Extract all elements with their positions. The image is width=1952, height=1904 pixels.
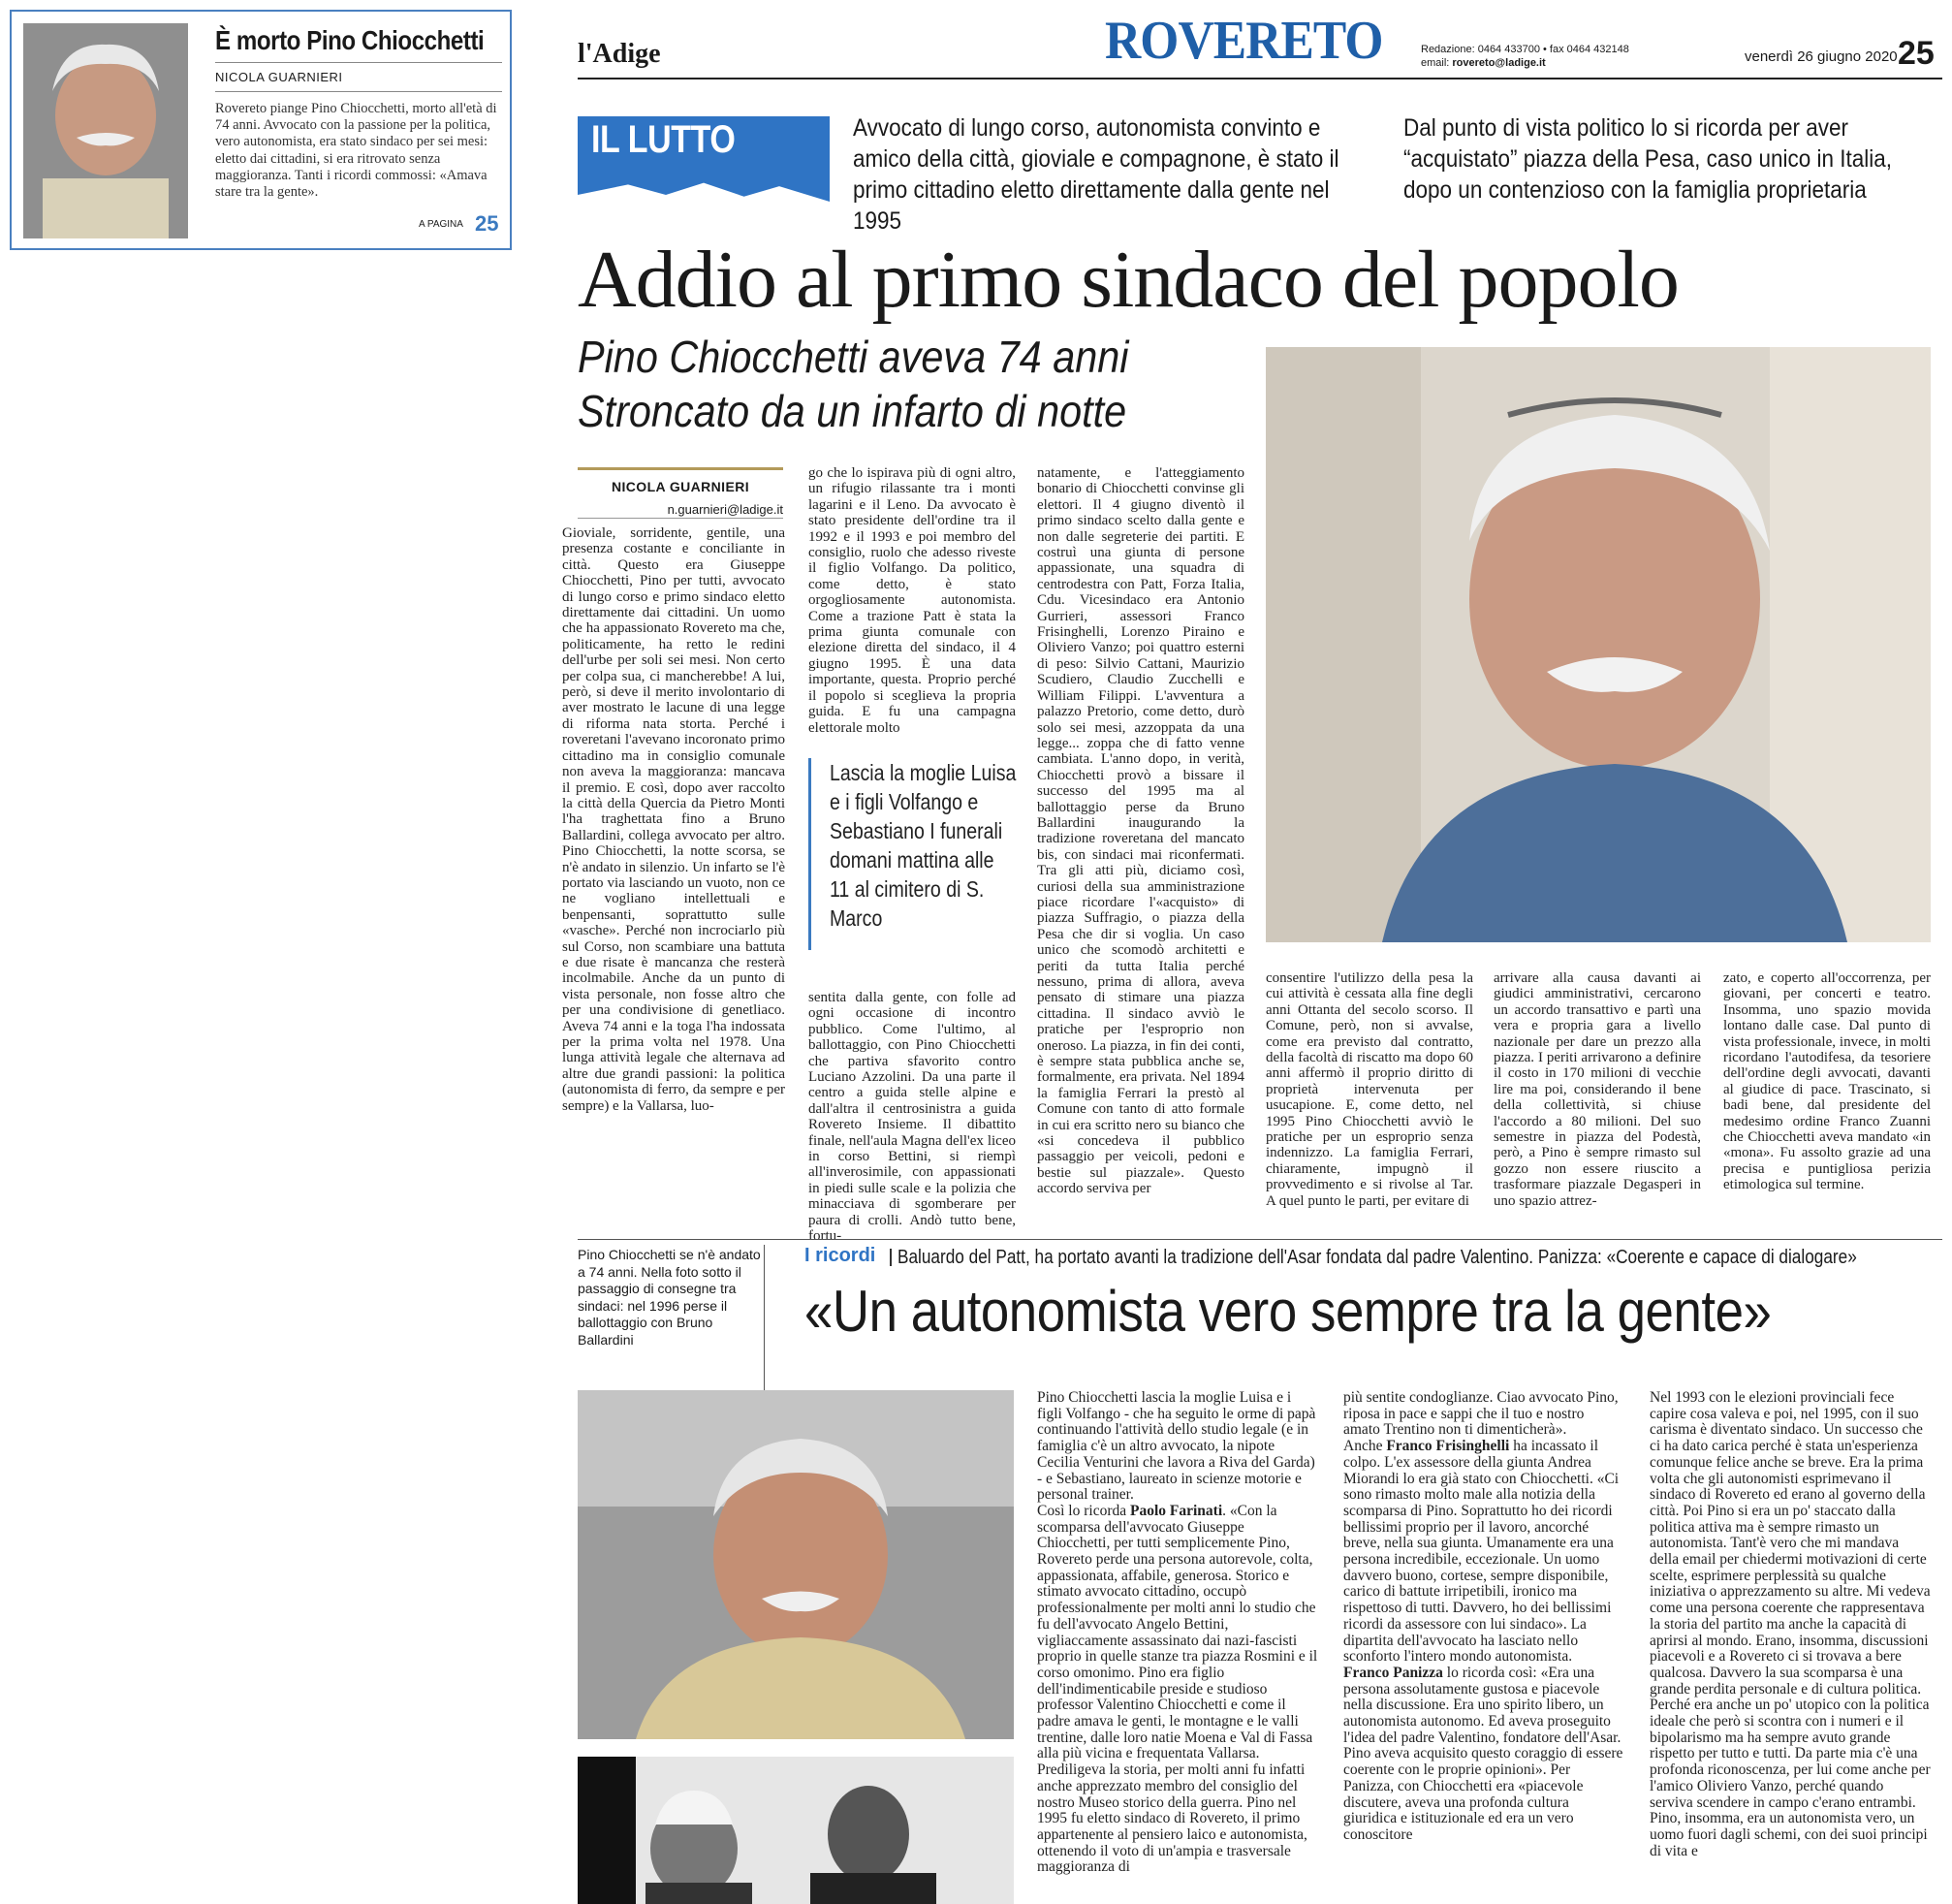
kicker-label: IL LUTTO <box>591 118 736 161</box>
section-divider <box>578 1239 1942 1240</box>
byline-divider <box>578 518 783 519</box>
article-column: zato, e coperto all'occorrenza, per giovani, per concerti e teatro. Insomma, uno spazio movida lontano dalle case. Dal punto di vista professionale, invece, in molti ricordano l'autodifesa, da tesoriere dell'ordine degli avvocati, davanti al giudice di pace. Trascinato, si badi bene, dal presidente del medesimo ordine Franco Zuanni che Chiocchetti aveva mandato «in «mona». Fu assolto grazie ad una precisa e puntigliosa perizia etimologica sul termine. <box>1723 970 1931 1193</box>
portrait-photo <box>578 1390 1014 1739</box>
teaser-divider <box>215 91 502 92</box>
byline-email[interactable]: n.guarnieri@ladige.it <box>667 502 783 517</box>
teaser-photo <box>23 23 188 238</box>
photo-caption: Pino Chiocchetti se n'è andato a 74 anni. Nella foto sotto il passaggio di consegne tra sindaci: nel 1996 perse il ballottaggio con Bruno Ballardini <box>578 1247 761 1348</box>
teaser-body: Rovereto piange Pino Chiocchetti, morto all'età di 74 anni. Avvocato con la passione per la politica, vero autonomista, era stato sindaco per sei mesi: eletto dai cittadini, si era ritrovato senza maggioranza. Tanti i ricordi commossi: «Amava stare tra la gente». <box>215 101 497 201</box>
teaser-box[interactable] <box>10 10 512 250</box>
contact-email-link[interactable]: rovereto@ladige.it <box>1452 57 1546 69</box>
paragraph: . «Con la scomparsa dell'avvocato Giuseppe Chiocchetti, per tutti semplicemente Pino, Rovereto perde una persona autorevole, colta, appassionata, affabile, generosa. Storico e stimato avvocato cittadino, occupò professionalmente per molti anni lo studio che fu dell'avvocato Angelo Bettini, vigliaccamente assassinato dai nazi-fascisti proprio in quelle stanze tra piazza Rosmini e il corso omonimo. Pino era figlio dell'indimenticabile preside e studioso professor Valentino Chiocchetti e come il padre amava le genti, le montagne e le valli trentine, dalle loro natie Moena e Val di Fassa alla più vicina e frequentata Vallarsa. Prediligeva la storia, per molti anni fu infatti anche apprezzato membro del consiglio del nostro Museo storico della guerra. Pino nel 1995 fu eletto sindaco di Rovereto, il primo appartenente al pensiero laico e autonomista, ottenendo il voto di un'ampia e trasversale maggioranza di <box>1037 1502 1318 1876</box>
story-label: I ricordi <box>804 1245 876 1266</box>
paragraph-intro: Così lo ricorda <box>1037 1502 1127 1519</box>
page-number: 25 <box>1898 35 1935 72</box>
teaser-divider <box>215 62 502 63</box>
paragraph: più sentite condoglianze. Ciao avvocato Pino, riposa in pace e sappi che il tuo e nostro amato Trentino non ti dimenticherà». <box>1343 1389 1619 1439</box>
label-separator <box>890 1249 892 1266</box>
second-headline: «Un autonomista vero sempre tra la gente» <box>804 1279 1772 1344</box>
contact-email-label: email: <box>1421 57 1450 69</box>
article-column: arrivare alla causa davanti ai giudici amministrativi, cercarono un accordo transattivo e partì una vera e propria gara a livello nazionale per dare un prezzo alla piazza. I periti arrivarono a definire il costo in 170 milioni di vecchie lire ma poi, considerando il bene della collettività, si chiuse l'accordo a 80 milioni. Del suo semestre in piazza del Podestà, però, a Pino è sempre rimasto sul gozzo non essere riuscito a trasformare piazzale Degasperi in uno spazio attrez- <box>1494 970 1701 1209</box>
caption-divider <box>764 1245 765 1390</box>
pull-quote-bar <box>808 758 811 950</box>
handover-photo <box>578 1757 1014 1904</box>
issue-date: venerdì 26 giugno 2020 <box>1745 48 1898 65</box>
paragraph: lo ricorda così: «Era una persona assolutamente gustosa e piacevole nella discussione. Era uno spirito libero, un autonomista autonomo. Ed aveva proseguito l'idea del padre Valentino, fondatore dell'Asar. Pino aveva acquisito questo coraggio di essere coerente con le proprie opinioni». Per Panizza, con Chiocchetti era «piacevole discutere, aveva una profonda cultura giuridica e istituzionale ed era un vero conoscitore <box>1343 1664 1623 1843</box>
section-title: ROVERETO <box>1105 11 1383 71</box>
article-column: natamente, e l'atteggiamento bonario di Chiocchetti convinse gli elettori. Il 4 giugno diventò il primo sindaco scelto dalla gente e non dalle segreterie dei partiti. E costruì una giunta di persone appassionate, una squadra di centrodestra con Patt, Forza Italia, Cdu. Vicesindaco era Antonio Gurrieri, assessori Franco Frisinghelli, Lorenzo Piraino e Oliviero Vanzo; poi quattro esterni di peso: Silvio Cattani, Maurizio Scudiero, Claudio Zucchelli e William Filippi. L'avventura a palazzo Pretorio, come detto, durò solo sei mesi, azzoppata da una legge... zoppa che di fatto venne cambiata. L'anno dopo, in verità, Chiocchetti provò a bissare il successo del 1995 ma al ballottaggio perse da Bruno Ballardini inaugurando la tradizione roveretana del mancato bis, con sindaci mai riconfermati. Tra gli atti più, diciamo così, curiosi della sua amministrazione piace ricordare l'«acquisto» di piazza Suffragio, o piazza della Pesa che dir si voglia. Un caso unico che scomodò architetti e periti da tutta Italia perché nessuno, prima di allora, aveva pensato di stimare una piazza cittadina. Il sindaco avviò le pratiche per l'esproprio non oneroso. La piazza, in fin dei conti, è sempre stata pubblica anche se, formalmente, era privata. Nel 1894 la famiglia Ferrari la prestò al Comune con tanto di atto formale in cui era scritto nero su bianco che «si concedeva il pubblico passaggio per veicoli, pedoni e bestie sul piazzale». Questo accordo serviva per <box>1037 465 1244 1197</box>
byline-author: NICOLA GUARNIERI <box>612 479 749 494</box>
quoted-name: Franco Panizza <box>1343 1664 1443 1681</box>
newspaper-brand: l'Adige <box>578 39 661 69</box>
quoted-name: Franco Frisinghelli <box>1386 1438 1510 1455</box>
contact-phone-line: Redazione: 0464 433700 • fax 0464 432148 <box>1421 44 1629 55</box>
teaser-page-ref-number[interactable]: 25 <box>475 211 499 236</box>
deck-right: Dal punto di vista politico lo si ricorda per aver “acquistato” piazza della Pesa, caso unico in Italia, dopo un contenzioso con la famiglia proprietaria <box>1403 114 1893 204</box>
story-kicker: Baluardo del Patt, ha portato avanti la tradizione dell'Asar fondata dal padre Valentino. Panizza: «Coerente e capace di dialogare» <box>897 1247 1857 1268</box>
paragraph: ha incassato il colpo. L'ex assessore della giunta Andrea Miorandi lo era già stato con Chiocchetti. «Ci sono rimasto molto male alla notizia della scomparsa di Pino. Soprattutto ho dei ricordi bellissimi proprio per il lavoro, ancorché breve, nella sua giunta. Umanamente era una persona incredibile, eccezionale. Un uomo davvero buono, cortese, sempre disponibile, carico di battute irripetibili, ironico ma rispettoso di tutti. Davvero, ho dei bellissimi ricordi da assessore con lui sindaco». La dipartita dell'avvocato ha lasciato nello sconforto l'intero mondo autonomista. <box>1343 1438 1620 1666</box>
second-story-column <box>1343 1390 1624 1844</box>
teaser-title[interactable]: È morto Pino Chiocchetti <box>215 25 485 55</box>
header-divider <box>578 78 1942 79</box>
second-story-column: Nel 1993 con le elezioni provinciali fece capire cosa valeva e poi, nel 1995, con il suo carisma è diventato sindaco. Un successo che ci ha dato carica perché è stata un'esperienza comunque felice anche se breve. Era la prima volta che gli autonomisti esprimevano il sindaco di Rovereto ed erano al governo della città. Poi Pino si era un po' staccato dalla politica attiva ma è sempre rimasto un autonomista. Tant'è vero che mi mandava della email per chiedermi motivazioni di certe scelte, esprimere perplessità su qualche iniziativa o apprezzamento su altre. Mi vedeva come una persona coerente che rappresentava la storia del partito ma anche la capacità di aprirsi al mondo. Erano, insomma, discussioni piacevoli e a Rovereto ci si trovava a bere qualcosa. Davvero la sua scomparsa è una grande perdita personale e di cultura politica. Perché era anche un po' utopico con la politica ideale che però si scontra con i numeri e il bipolarismo ma ha sempre avuto grande rispetto per tutto e tutti. Da parte mia c'è una profonda riconoscenza, per lui come anche per l'amico Oliviero Vanzo, perché quando serviva scendere in campo c'erano entrambi. Pino, insomma, era un autonomista vero, un uomo fuori dagli schemi, con dei suoi principi di vita e <box>1650 1389 1931 1859</box>
article-column: go che lo ispirava più di ogni altro, un rifugio rilassante tra i monti lagarini e il Leno. Da avvocato è stato presidente dell'ordine tra il 1992 e il 1993 e poi membro del consiglio, ruolo che adesso riveste il figlio Volfango. Da politico, come detto, è stato orgogliosamente autonomista. Come a trazione Patt è stata la prima giunta comunale con elezione diretta del sindaco, il 4 giugno 1995. È una data importante, questa. Proprio perché il popolo si sceglieva la propria guida. E fu una campagna elettorale molto <box>808 465 1016 736</box>
pull-quote: Lascia la moglie Luisa e i figli Volfango e Sebastiano I funerali domani mattina alle 11 al cimitero di S. Marco <box>830 760 1017 931</box>
article-column: Gioviale, sorridente, gentile, una presenza costante e conciliante in città. Questo era Giuseppe Chiocchetti, Pino per tutti, avvocato di lungo corso e primo sindaco eletto direttamente dai cittadini. Un uomo che ha appassionato Rovereto ma che, politicamente, ha retto le redini dell'urbe per soli sei mesi. Non certo per colpa sua, ci mancherebbe! A lui, però, si deve il merito involontario di aver mostrato le lacune di una legge di riforma nata storta. Perché i roveretani l'avevano incoronato primo cittadino ma in consiglio comunale non aveva la maggioranza: mancava il premio. E così, dopo aver raccolto la città della Quercia da Pietro Monti l'ha traghettata fino a Bruno Ballardini, collega avvocato per altro. Pino Chiocchetti, la notte scorsa, se n'è andato in silenzio. Un infarto se l'è portato via lasciando un vuoto, non ce ne vogliano intellettuali e benpensanti, soprattutto sulle «vasche». Perché non incrociarlo più sul Corso, non scambiare una battuta e due risate è mancanza che resterà incolmabile. Anche da un punto di vista personale, non fosse altro che per una condivisione di genetliaco. Aveva 74 anni e la toga l'ha indossata per la prima volta nel 1978. Una lunga attività legale che alternava ad altre due grandi passioni: la politica (autonomista di ferro, da sempre e per sempre) e la Vallarsa, luo- <box>562 525 785 1114</box>
article-column: sentita dalla gente, con folle ad ogni occasione di incontro pubblico. Come l'ultimo, al ballottaggio, con Pino Chiocchetti che partiva sfavorito contro Luciano Azzolini. Da una parte il centro a guida stelle alpine e dall'altra il centrosinistra a guida Rovereto Insieme. Il dibattito finale, nell'aula Magna dell'ex liceo in corso Bettini, si riempì all'inverosimile, con appassionati in piedi sulle scale e la polizia che minacciava di sgomberare per paura di crolli. Andò tutto bene, fortu- <box>808 990 1016 1245</box>
headline: Addio al primo sindaco del popolo <box>578 235 1679 325</box>
paragraph-intro: Anche <box>1343 1438 1383 1455</box>
subheadline-line: Pino Chiocchetti aveva 74 anni <box>578 332 1129 382</box>
contact-info <box>1421 43 1629 70</box>
second-story-column <box>1037 1390 1318 1876</box>
main-photo <box>1266 347 1931 942</box>
teaser-author: NICOLA GUARNIERI <box>215 70 343 84</box>
paragraph: Pino Chiocchetti lascia la moglie Luisa e i figli Volfango - che ha seguito le orme di papà continuando l'attività dello studio legale (e in famiglia c'è un altro avvocato, la nipote Cecilia Venturini che lavora a Riva del Garda) - e Sebastiano, laureato in scienze motorie e personal trainer. <box>1037 1389 1316 1504</box>
deck-left: Avvocato di lungo corso, autonomista convinto e amico della città, gioviale e compagnone, è stato il primo cittadino eletto direttamente dalla gente nel 1995 <box>853 114 1339 235</box>
teaser-page-ref-label: A PAGINA <box>419 219 463 230</box>
article-column: consentire l'utilizzo della pesa la cui attività è cessata alla fine degli anni Ottanta del secolo scorso. Il Comune, però, non si avvalse, come era previsto dal contratto, della facoltà di riscatto ma dopo 60 anni affermò il proprio diritto di proprietà intervenuta per usucapione. E, come detto, nel 1995 Pino Chiocchetti avviò le pratiche per un esproprio senza indennizzo. La famiglia Ferrari, chiaramente, impugnò il provvedimento e si rivolse al Tar. A quel punto le parti, per evitare di <box>1266 970 1473 1209</box>
quoted-name: Paolo Farinati <box>1130 1502 1223 1519</box>
contact-email-line <box>1421 56 1629 70</box>
subheadline <box>578 330 1128 438</box>
subheadline-line: Stroncato da un infarto di notte <box>578 386 1127 436</box>
byline-divider <box>578 467 783 470</box>
